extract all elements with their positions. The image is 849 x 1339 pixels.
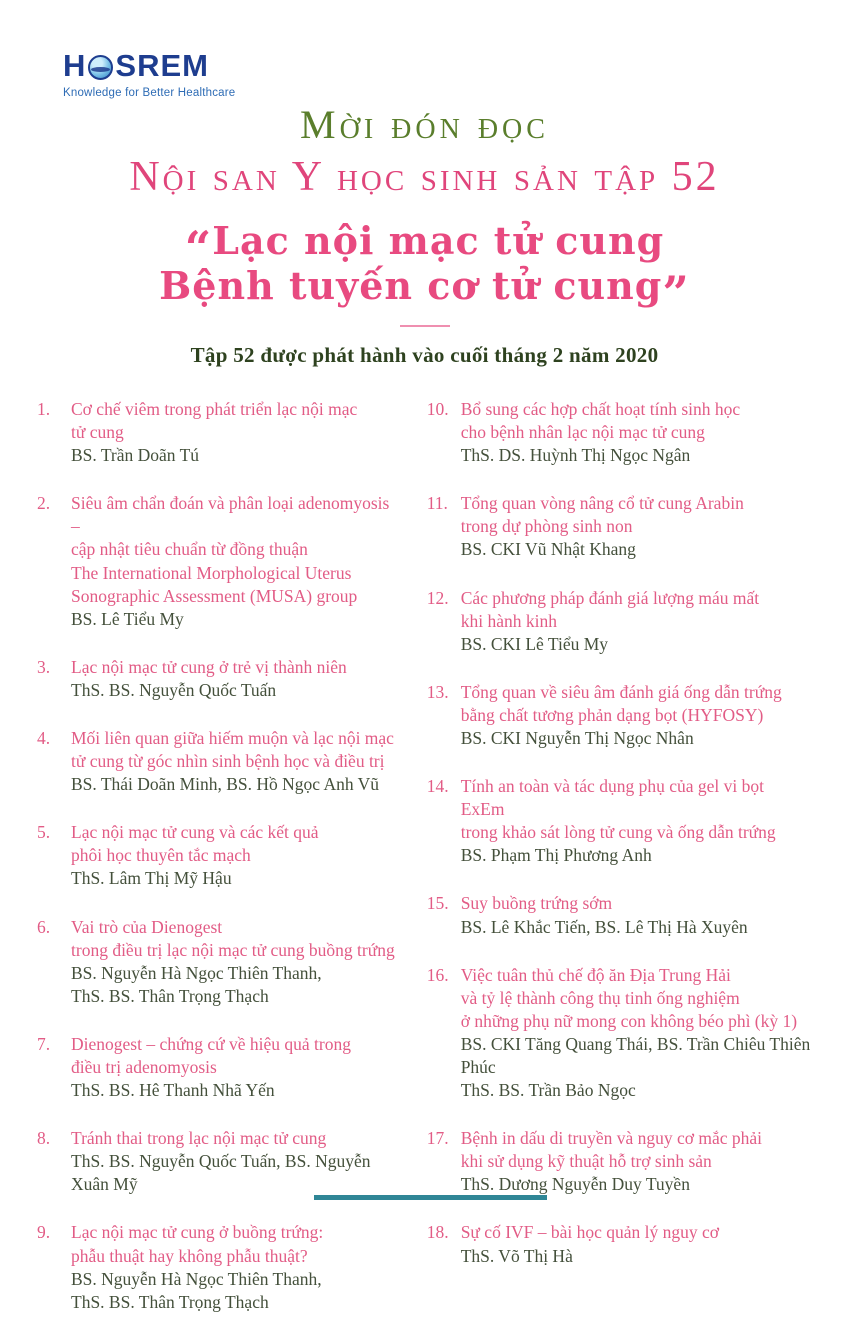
article-authors [461, 538, 812, 561]
article-title [461, 892, 812, 915]
article-item [427, 681, 812, 750]
article-title-line: Cơ chế viêm trong phát triển lạc nội mạc [71, 398, 358, 419]
article-item [37, 821, 399, 890]
article-title-line: tử cung từ góc nhìn sinh bệnh học và điều trị [71, 751, 385, 772]
invite-heading: Mời đón đọc [300, 102, 549, 147]
article-author-line: BS. CKI Nguyễn Thị Ngọc Nhân [460, 727, 694, 748]
quote-text-1: Lạc nội mạc tử cung [212, 218, 665, 264]
globe-icon [88, 55, 113, 80]
page-header [0, 0, 849, 201]
close-quote-mark: ” [662, 266, 690, 321]
article-title-line: Dienogest – chứng cứ về hiệu quả trong [71, 1033, 351, 1054]
article-item [37, 1127, 399, 1196]
article-title [461, 775, 812, 844]
article-author-line: ThS. BS. Nguyễn Quốc Tuấn [71, 679, 277, 700]
article-number: 11. [426, 493, 448, 514]
article-title-line: Lạc nội mạc tử cung và các kết quả [71, 822, 319, 843]
article-title-line: Siêu âm chẩn đoán và phân loại adenomyosis – [71, 493, 390, 537]
article-authors [71, 444, 399, 467]
hosrem-logo [63, 48, 235, 99]
article-title-line: Tính an toàn và tác dụng phụ của gel vi bọt ExEm [460, 776, 764, 820]
logo-tagline: Knowledge for Better Healthcare [63, 87, 236, 99]
article-title [71, 1221, 399, 1267]
article-author-line: ThS. BS. Thân Trọng Thạch [71, 1291, 269, 1312]
article-authors [71, 608, 399, 631]
article-author-line: ThS. Võ Thị Hà [460, 1245, 573, 1266]
article-number: 18. [426, 1222, 449, 1243]
article-item [37, 656, 399, 702]
article-author-line: ThS. BS. Hê Thanh Nhã Yến [71, 1080, 275, 1101]
article-author-line: BS. Nguyễn Hà Ngọc Thiên Thanh, [71, 1268, 322, 1289]
article-number: 7. [37, 1033, 51, 1054]
article-number: 5. [37, 822, 51, 843]
quote-line-1 [0, 218, 849, 276]
article-item [37, 1033, 399, 1102]
article-title-line: phẫu thuật hay không phẫu thuật? [71, 1245, 308, 1266]
article-title-line: phôi học thuyên tắc mạch [71, 845, 251, 866]
article-author-line: BS. Thái Doãn Minh, BS. Hồ Ngọc Anh Vũ [71, 774, 380, 795]
article-body [461, 587, 812, 656]
article-title-line: The International Morphological Uterus [71, 562, 352, 583]
logo-text-left: H [63, 48, 87, 83]
article-author-line: BS. Nguyễn Hà Ngọc Thiên Thanh, [71, 962, 322, 983]
article-number: 9. [37, 1222, 51, 1243]
article-body [71, 1033, 399, 1102]
article-body [71, 821, 399, 890]
bottom-accent-bar [314, 1195, 547, 1200]
article-author-line: BS. CKI Vũ Nhật Khang [460, 539, 636, 560]
article-item [427, 964, 812, 1103]
article-item [37, 398, 399, 467]
article-body [461, 681, 812, 750]
article-title-line: Bổ sung các hợp chất hoạt tính sinh học [460, 398, 741, 419]
article-title-line: Lạc nội mạc tử cung ở trẻ vị thành niên [71, 656, 347, 677]
article-title-line: Tổng quan về siêu âm đánh giá ống dẫn trứng [460, 681, 782, 702]
release-note: Tập 52 được phát hành vào cuối tháng 2 năm 2020 [190, 342, 659, 367]
article-body [461, 492, 812, 561]
article-title [461, 587, 812, 633]
article-title [461, 492, 812, 538]
article-title-line: Bệnh in dấu di truyền và nguy cơ mắc phải [460, 1128, 763, 1149]
quote-divider [400, 325, 450, 327]
article-title-line: khi hành kinh [460, 610, 557, 631]
article-body [461, 892, 812, 938]
article-number: 13. [426, 681, 449, 702]
article-authors [461, 916, 812, 939]
article-item [427, 1221, 812, 1267]
article-title-line: ở những phụ nữ mong con không béo phì (kỳ 1) [460, 1010, 798, 1031]
article-author-line: BS. Lê Tiểu My [71, 608, 184, 629]
quote-line-2 [0, 263, 849, 321]
article-body [71, 916, 399, 1008]
article-item [37, 1221, 399, 1313]
article-authors [461, 1173, 812, 1196]
article-title [461, 1221, 812, 1244]
article-body [71, 492, 399, 631]
article-title [71, 916, 399, 962]
article-author-line: ThS. BS. Thân Trọng Thạch [71, 985, 269, 1006]
article-body [71, 398, 399, 467]
article-body [461, 398, 812, 467]
article-item [427, 398, 812, 467]
article-author-line: BS. CKI Lê Tiểu My [460, 633, 609, 654]
article-author-line: BS. Phạm Thị Phương Anh [460, 845, 652, 866]
article-title-line: trong khảo sát lòng tử cung và ống dẫn trứng [460, 822, 776, 843]
article-authors [461, 633, 812, 656]
article-item [37, 727, 399, 796]
article-author-line: ThS. DS. Huỳnh Thị Ngọc Ngân [460, 445, 691, 466]
hosrem-logo-wordmark [63, 48, 235, 84]
article-title-line: trong điều trị lạc nội mạc tử cung buồng trứng [71, 939, 395, 960]
article-author-line: ThS. Dương Nguyễn Duy Tuyền [460, 1174, 690, 1195]
article-number: 12. [426, 587, 449, 608]
article-title [71, 656, 399, 679]
article-title-line: cập nhật tiêu chuẩn từ đồng thuận [71, 539, 308, 560]
article-item [427, 775, 812, 867]
article-title [71, 727, 399, 773]
article-body [71, 1221, 399, 1313]
article-title [71, 492, 399, 607]
article-item [37, 492, 399, 631]
article-title [71, 1033, 399, 1079]
article-title-line: bằng chất tương phản dạng bọt (HYFOSY) [460, 704, 764, 725]
article-title-line: trong dự phòng sinh non [460, 516, 633, 537]
article-number: 8. [37, 1128, 51, 1149]
article-title-line: Vai trò của Dienogest [71, 916, 223, 937]
article-body [461, 1221, 812, 1267]
article-item [37, 916, 399, 1008]
article-title [461, 964, 812, 1033]
article-body [461, 1127, 812, 1196]
logo-text-right: SREM [115, 48, 209, 83]
article-title [461, 681, 812, 727]
article-title-line: Mối liên quan giữa hiếm muộn và lạc nội mạc [71, 727, 394, 748]
article-title-line: Suy buồng trứng sớm [460, 893, 613, 914]
article-authors [461, 1033, 812, 1102]
article-authors [71, 679, 399, 702]
article-title [461, 1127, 812, 1173]
article-title-line: Các phương pháp đánh giá lượng máu mất [460, 587, 760, 608]
article-number: 3. [37, 656, 51, 677]
article-body [71, 656, 399, 702]
article-title [71, 1127, 399, 1150]
article-title [461, 398, 812, 444]
article-author-line: BS. Trần Doãn Tú [71, 445, 200, 466]
article-title-line: và tỷ lệ thành công thụ tinh ống nghiệm [460, 987, 740, 1008]
article-authors [461, 444, 812, 467]
article-title-line: cho bệnh nhân lạc nội mạc tử cung [460, 422, 705, 443]
article-authors [71, 1268, 399, 1314]
article-title-line: Tổng quan vòng nâng cổ tử cung Arabin [460, 493, 744, 514]
article-authors [71, 1150, 399, 1196]
article-authors [71, 1079, 399, 1102]
article-number: 4. [37, 727, 51, 748]
article-title [71, 398, 399, 444]
theme-quote [0, 219, 849, 327]
article-authors [461, 727, 812, 750]
article-title-line: Sự cố IVF – bài học quản lý nguy cơ [460, 1222, 720, 1243]
article-body [461, 964, 812, 1103]
article-title [71, 821, 399, 867]
article-number: 16. [426, 964, 449, 985]
article-author-line: ThS. Lâm Thị Mỹ Hậu [71, 868, 232, 889]
quote-text-2: Bệnh tuyến cơ tử cung [159, 263, 663, 309]
article-item [427, 587, 812, 656]
article-number: 1. [37, 398, 51, 419]
article-title-line: Việc tuân thủ chế độ ăn Địa Trung Hải [460, 964, 731, 985]
article-body [71, 727, 399, 796]
article-title-line: Tránh thai trong lạc nội mạc tử cung [71, 1128, 327, 1149]
article-title-line: điều trị adenomyosis [71, 1057, 217, 1078]
article-authors [71, 773, 399, 796]
open-quote-mark: “ [184, 221, 213, 276]
article-author-line: ThS. BS. Nguyễn Quốc Tuấn, BS. Nguyễn Xuân Mỹ [71, 1151, 371, 1195]
article-number: 10. [426, 398, 449, 419]
article-title-line: tử cung [71, 422, 124, 443]
article-item [427, 892, 812, 938]
article-authors [71, 962, 399, 1008]
article-title-line: khi sử dụng kỹ thuật hỗ trợ sinh sản [460, 1151, 712, 1172]
article-number: 15. [426, 893, 449, 914]
article-body [461, 775, 812, 867]
issue-title-heading: Nội san Y học sinh sản tập 52 [129, 154, 720, 200]
article-authors [461, 1245, 812, 1268]
article-authors [461, 844, 812, 867]
article-author-line: BS. Lê Khắc Tiến, BS. Lê Thị Hà Xuyên [460, 916, 748, 937]
article-item [427, 492, 812, 561]
article-body [71, 1127, 399, 1196]
article-title-line: Sonographic Assessment (MUSA) group [71, 585, 358, 606]
article-title-line: Lạc nội mạc tử cung ở buồng trứng: [71, 1222, 324, 1243]
article-author-line: ThS. BS. Trần Bảo Ngọc [460, 1080, 636, 1101]
article-authors [71, 867, 399, 890]
article-item [427, 1127, 812, 1196]
article-number: 14. [426, 776, 449, 797]
article-author-line: BS. CKI Tăng Quang Thái, BS. Trần Chiêu Thiên Phúc [460, 1033, 811, 1078]
article-number: 17. [426, 1128, 449, 1149]
article-number: 2. [37, 493, 51, 514]
article-number: 6. [37, 916, 51, 937]
